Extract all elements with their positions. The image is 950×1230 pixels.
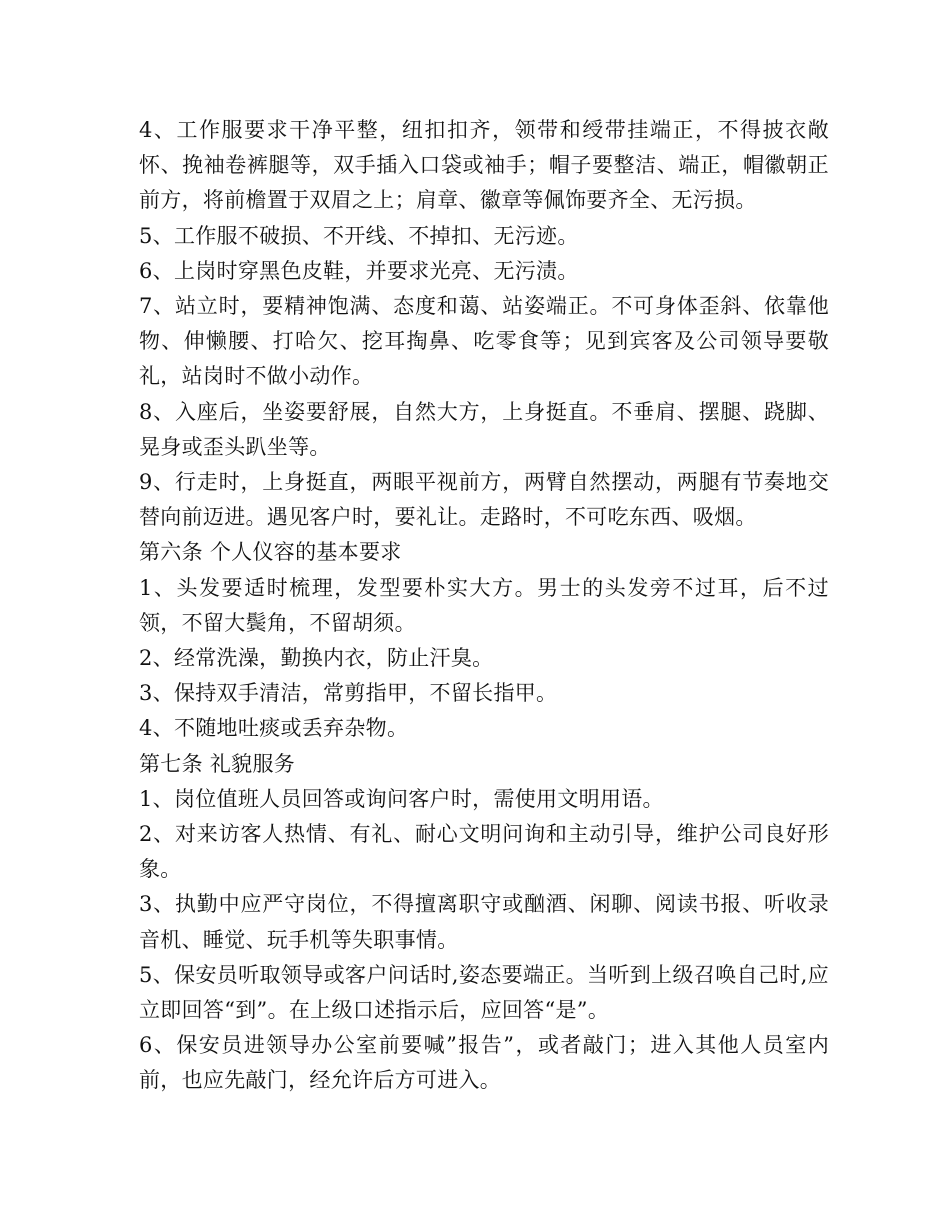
paragraph-standing-posture: 7、站立时，要精神饱满、态度和蔼、站姿端正。不可身体歪斜、依靠他物、伸懒腰、打哈欠、挖耳掏鼻、吃零食等；见到宾客及公司领导要敬礼，站岗时不做小动作。 [139, 294, 829, 389]
paragraph-knock-before-entering: 6、保安员进领导办公室前要喊”报告”，或者敲门；进入其他人员室内前，也应先敲门，经允许后方可进入。 [139, 1033, 829, 1093]
section-heading-article-six: 第六条 个人仪容的基本要求 [139, 540, 402, 565]
paragraph-bathing: 2、经常洗澡，勤换内衣，防止汗臭。 [139, 646, 494, 671]
paragraph-sitting-posture: 8、入座后，坐姿要舒展，自然大方，上身挺直。不垂肩、摆腿、跷脚、晃身或歪头趴坐等。 [139, 399, 829, 459]
paragraph-respond-to-superior: 5、保安员听取领导或客户问话时,姿态要端正。当听到上级召唤自己时,应立即回答“到”。在上级口述指示后，应回答“是”。 [139, 962, 829, 1023]
paragraph-civil-language: 1、岗位值班人员回答或询问客户时，需使用文明用语。 [139, 786, 664, 811]
section-heading-article-seven: 第七条 礼貌服务 [139, 751, 296, 776]
paragraph-uniform-intact: 5、工作服不破损、不开线、不掉扣、无污迹。 [139, 223, 579, 248]
paragraph-hair: 1、头发要适时梳理，发型要朴实大方。男士的头发旁不过耳，后不过领，不留大鬓角，不留胡须。 [139, 575, 829, 635]
paragraph-uniform-clean: 4、工作服要求干净平整，纽扣扣齐，领带和绶带挂端正，不得披衣敞怀、挽袖卷裤腿等，双手插入口袋或袖手；帽子要整洁、端正，帽徽朝正前方，将前檐置于双眉之上；肩章、徽章等佩饰要齐全、无污损。 [139, 118, 829, 213]
paragraph-no-spitting: 4、不随地吐痰或丢弃杂物。 [139, 716, 409, 741]
paragraph-stay-on-post: 3、执勤中应严守岗位，不得擅离职守或酗酒、闲聊、阅读书报、听收录音机、睡觉、玩手机等失职事情。 [139, 892, 829, 952]
document-body [139, 113, 829, 1099]
paragraph-visitor-reception: 2、对来访客人热情、有礼、耐心文明问询和主动引导，维护公司良好形象。 [139, 822, 829, 882]
paragraph-hands-clean: 3、保持双手清洁，常剪指甲，不留长指甲。 [139, 681, 558, 706]
paragraph-walking-posture: 9、行走时，上身挺直，两眼平视前方，两臂自然摆动，两腿有节奏地交替向前迈进。遇见客户时，要礼让。走路时，不可吃东西、吸烟。 [139, 470, 829, 530]
paragraph-black-shoes: 6、上岗时穿黑色皮鞋，并要求光亮、无污渍。 [139, 258, 579, 283]
